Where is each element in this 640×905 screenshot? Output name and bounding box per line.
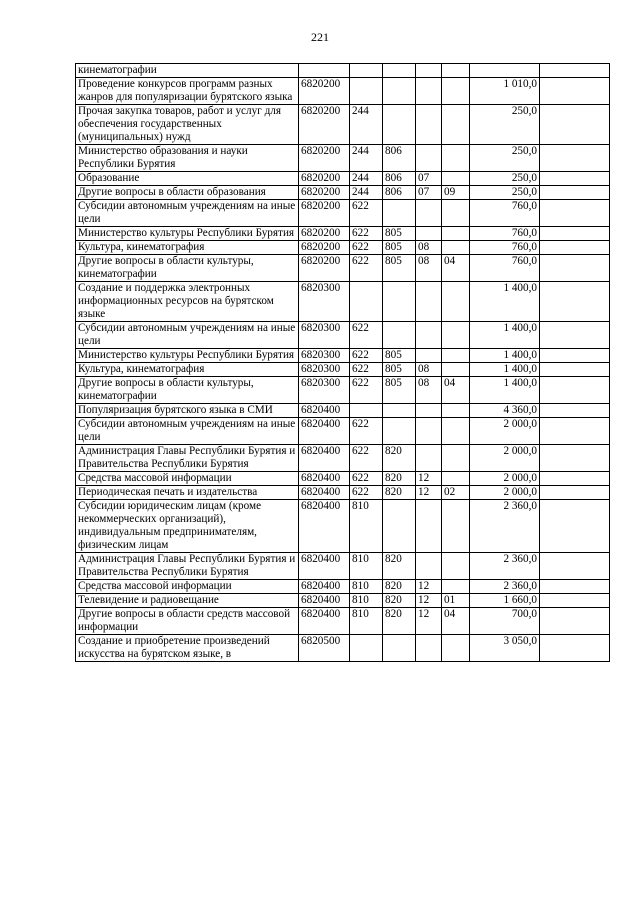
row-name: Администрация Главы Республики Бурятия и Правительства Республики Бурятия xyxy=(76,445,299,472)
target-code: 6820200 xyxy=(299,78,350,105)
row-name: Субсидии автономным учреждениям на иные цели xyxy=(76,322,299,349)
expense-type xyxy=(350,64,383,78)
target-code: 6820300 xyxy=(299,377,350,404)
subsection-code xyxy=(442,78,470,105)
subsection-code: 04 xyxy=(442,377,470,404)
ministry-code: 805 xyxy=(383,363,416,377)
target-code: 6820400 xyxy=(299,608,350,635)
section-code xyxy=(416,500,442,553)
section-code xyxy=(416,78,442,105)
section-code: 12 xyxy=(416,486,442,500)
subsection-code xyxy=(442,145,470,172)
subsection-code xyxy=(442,172,470,186)
ministry-code: 820 xyxy=(383,486,416,500)
target-code: 6820300 xyxy=(299,322,350,349)
empty-cell xyxy=(540,377,610,404)
amount: 760,0 xyxy=(470,200,540,227)
section-code xyxy=(416,227,442,241)
table-row xyxy=(76,64,610,78)
row-name: Средства массовой информации xyxy=(76,580,299,594)
expense-type xyxy=(350,282,383,322)
amount: 3 050,0 xyxy=(470,635,540,662)
empty-cell xyxy=(540,500,610,553)
empty-cell xyxy=(540,241,610,255)
expense-type: 244 xyxy=(350,172,383,186)
amount: 760,0 xyxy=(470,227,540,241)
expense-type: 810 xyxy=(350,500,383,553)
table-row xyxy=(76,553,610,580)
subsection-code xyxy=(442,553,470,580)
target-code: 6820400 xyxy=(299,500,350,553)
empty-cell xyxy=(540,553,610,580)
section-code: 08 xyxy=(416,241,442,255)
section-code xyxy=(416,404,442,418)
row-name: кинематографии xyxy=(76,64,299,78)
section-code xyxy=(416,445,442,472)
ministry-code: 806 xyxy=(383,145,416,172)
target-code: 6820400 xyxy=(299,486,350,500)
section-code: 12 xyxy=(416,472,442,486)
empty-cell xyxy=(540,64,610,78)
amount: 250,0 xyxy=(470,172,540,186)
target-code: 6820200 xyxy=(299,186,350,200)
empty-cell xyxy=(540,472,610,486)
ministry-code: 820 xyxy=(383,445,416,472)
table-row xyxy=(76,322,610,349)
ministry-code: 820 xyxy=(383,580,416,594)
amount: 1 400,0 xyxy=(470,363,540,377)
page-number: 221 xyxy=(311,30,329,44)
row-name: Субсидии автономным учреждениям на иные цели xyxy=(76,418,299,445)
row-name: Создание и поддержка электронных информационных ресурсов на бурятском языке xyxy=(76,282,299,322)
expense-type: 810 xyxy=(350,608,383,635)
amount: 2 360,0 xyxy=(470,553,540,580)
section-code: 12 xyxy=(416,594,442,608)
row-name: Создание и приобретение произведений искусства на бурятском языке, в xyxy=(76,635,299,662)
empty-cell xyxy=(540,78,610,105)
amount: 250,0 xyxy=(470,186,540,200)
target-code: 6820200 xyxy=(299,172,350,186)
amount xyxy=(470,64,540,78)
subsection-code xyxy=(442,282,470,322)
target-code: 6820400 xyxy=(299,594,350,608)
subsection-code xyxy=(442,363,470,377)
subsection-code xyxy=(442,472,470,486)
empty-cell xyxy=(540,282,610,322)
ministry-code: 820 xyxy=(383,608,416,635)
row-name: Периодическая печать и издательства xyxy=(76,486,299,500)
empty-cell xyxy=(540,322,610,349)
expense-type: 810 xyxy=(350,580,383,594)
ministry-code xyxy=(383,200,416,227)
expense-type: 622 xyxy=(350,363,383,377)
expense-type: 622 xyxy=(350,418,383,445)
expense-type: 622 xyxy=(350,255,383,282)
row-name: Образование xyxy=(76,172,299,186)
row-name: Культура, кинематография xyxy=(76,241,299,255)
empty-cell xyxy=(540,349,610,363)
section-code xyxy=(416,105,442,145)
table-row xyxy=(76,227,610,241)
section-code: 08 xyxy=(416,255,442,282)
target-code: 6820400 xyxy=(299,580,350,594)
subsection-code xyxy=(442,227,470,241)
target-code: 6820200 xyxy=(299,227,350,241)
row-name: Субсидии автономным учреждениям на иные цели xyxy=(76,200,299,227)
subsection-code xyxy=(442,445,470,472)
amount: 4 360,0 xyxy=(470,404,540,418)
ministry-code: 806 xyxy=(383,172,416,186)
row-name: Прочая закупка товаров, работ и услуг для обеспечения государственных (муниципальных) нужд xyxy=(76,105,299,145)
ministry-code xyxy=(383,78,416,105)
expense-type: 622 xyxy=(350,322,383,349)
amount: 2 000,0 xyxy=(470,445,540,472)
ministry-code xyxy=(383,282,416,322)
subsection-code: 09 xyxy=(442,186,470,200)
expense-type: 622 xyxy=(350,486,383,500)
empty-cell xyxy=(540,418,610,445)
table-row xyxy=(76,445,610,472)
amount: 1 400,0 xyxy=(470,322,540,349)
row-name: Проведение конкурсов программ разных жанров для популяризации бурятского языка xyxy=(76,78,299,105)
subsection-code xyxy=(442,105,470,145)
row-name: Телевидение и радиовещание xyxy=(76,594,299,608)
ministry-code xyxy=(383,635,416,662)
ministry-code: 805 xyxy=(383,349,416,363)
target-code: 6820200 xyxy=(299,145,350,172)
expense-type: 622 xyxy=(350,445,383,472)
expense-type: 244 xyxy=(350,105,383,145)
amount: 1 400,0 xyxy=(470,282,540,322)
ministry-code: 820 xyxy=(383,472,416,486)
expense-type: 622 xyxy=(350,200,383,227)
ministry-code xyxy=(383,64,416,78)
empty-cell xyxy=(540,255,610,282)
table-row xyxy=(76,608,610,635)
target-code: 6820200 xyxy=(299,241,350,255)
amount: 760,0 xyxy=(470,241,540,255)
row-name: Другие вопросы в области культуры, кинематографии xyxy=(76,255,299,282)
empty-cell xyxy=(540,486,610,500)
ministry-code xyxy=(383,322,416,349)
row-name: Средства массовой информации xyxy=(76,472,299,486)
section-code xyxy=(416,64,442,78)
ministry-code xyxy=(383,404,416,418)
amount: 2 000,0 xyxy=(470,418,540,445)
table-row xyxy=(76,377,610,404)
ministry-code: 805 xyxy=(383,255,416,282)
amount: 250,0 xyxy=(470,105,540,145)
expense-type xyxy=(350,404,383,418)
section-code xyxy=(416,200,442,227)
expense-type: 810 xyxy=(350,553,383,580)
section-code xyxy=(416,282,442,322)
section-code xyxy=(416,322,442,349)
ministry-code xyxy=(383,500,416,553)
empty-cell xyxy=(540,172,610,186)
ministry-code: 805 xyxy=(383,227,416,241)
target-code: 6820300 xyxy=(299,282,350,322)
empty-cell xyxy=(540,145,610,172)
expense-type: 810 xyxy=(350,594,383,608)
row-name: Администрация Главы Республики Бурятия и Правительства Республики Бурятия xyxy=(76,553,299,580)
amount: 1 400,0 xyxy=(470,377,540,404)
expense-type: 622 xyxy=(350,349,383,363)
table-row xyxy=(76,635,610,662)
subsection-code xyxy=(442,635,470,662)
amount: 2 000,0 xyxy=(470,472,540,486)
target-code: 6820400 xyxy=(299,404,350,418)
table-row xyxy=(76,500,610,553)
target-code: 6820200 xyxy=(299,200,350,227)
expense-type: 622 xyxy=(350,377,383,404)
section-code: 08 xyxy=(416,377,442,404)
expense-type: 622 xyxy=(350,227,383,241)
row-name: Субсидии юридическим лицам (кроме некоммерческих организаций), индивидуальным предпринимателям, физическим лицам xyxy=(76,500,299,553)
ministry-code: 820 xyxy=(383,594,416,608)
empty-cell xyxy=(540,200,610,227)
subsection-code xyxy=(442,200,470,227)
ministry-code: 805 xyxy=(383,241,416,255)
amount: 2 000,0 xyxy=(470,486,540,500)
target-code: 6820400 xyxy=(299,445,350,472)
row-name: Другие вопросы в области образования xyxy=(76,186,299,200)
expense-type: 244 xyxy=(350,186,383,200)
table-row xyxy=(76,363,610,377)
section-code xyxy=(416,145,442,172)
expense-type xyxy=(350,78,383,105)
target-code: 6820400 xyxy=(299,418,350,445)
empty-cell xyxy=(540,608,610,635)
expense-type xyxy=(350,635,383,662)
subsection-code xyxy=(442,404,470,418)
ministry-code xyxy=(383,105,416,145)
subsection-code xyxy=(442,241,470,255)
empty-cell xyxy=(540,363,610,377)
table-row xyxy=(76,472,610,486)
table-row xyxy=(76,78,610,105)
amount: 1 010,0 xyxy=(470,78,540,105)
amount: 700,0 xyxy=(470,608,540,635)
section-code xyxy=(416,418,442,445)
subsection-code xyxy=(442,64,470,78)
empty-cell xyxy=(540,186,610,200)
budget-table xyxy=(75,63,610,662)
ministry-code: 820 xyxy=(383,553,416,580)
row-name: Популяризация бурятского языка в СМИ xyxy=(76,404,299,418)
section-code xyxy=(416,635,442,662)
table-row xyxy=(76,594,610,608)
row-name: Другие вопросы в области средств массовой информации xyxy=(76,608,299,635)
table-row xyxy=(76,418,610,445)
section-code xyxy=(416,349,442,363)
subsection-code: 02 xyxy=(442,486,470,500)
table-row xyxy=(76,200,610,227)
subsection-code: 01 xyxy=(442,594,470,608)
section-code: 12 xyxy=(416,608,442,635)
target-code: 6820400 xyxy=(299,553,350,580)
table-row xyxy=(76,349,610,363)
row-name: Министерство образования и науки Республики Бурятия xyxy=(76,145,299,172)
row-name: Министерство культуры Республики Бурятия xyxy=(76,227,299,241)
subsection-code xyxy=(442,500,470,553)
table-row xyxy=(76,255,610,282)
amount: 1 660,0 xyxy=(470,594,540,608)
empty-cell xyxy=(540,594,610,608)
ministry-code: 805 xyxy=(383,377,416,404)
amount: 250,0 xyxy=(470,145,540,172)
table-row xyxy=(76,282,610,322)
table-row xyxy=(76,105,610,145)
section-code: 12 xyxy=(416,580,442,594)
table-row xyxy=(76,172,610,186)
row-name: Культура, кинематография xyxy=(76,363,299,377)
table-row xyxy=(76,145,610,172)
target-code: 6820200 xyxy=(299,255,350,282)
ministry-code: 806 xyxy=(383,186,416,200)
empty-cell xyxy=(540,635,610,662)
target-code: 6820500 xyxy=(299,635,350,662)
section-code xyxy=(416,553,442,580)
amount: 760,0 xyxy=(470,255,540,282)
empty-cell xyxy=(540,445,610,472)
section-code: 08 xyxy=(416,363,442,377)
table-row xyxy=(76,186,610,200)
empty-cell xyxy=(540,404,610,418)
target-code: 6820400 xyxy=(299,472,350,486)
subsection-code xyxy=(442,322,470,349)
subsection-code: 04 xyxy=(442,255,470,282)
target-code: 6820300 xyxy=(299,363,350,377)
amount: 2 360,0 xyxy=(470,580,540,594)
section-code: 07 xyxy=(416,172,442,186)
row-name: Другие вопросы в области культуры, кинематографии xyxy=(76,377,299,404)
table-row xyxy=(76,404,610,418)
expense-type: 622 xyxy=(350,472,383,486)
empty-cell xyxy=(540,580,610,594)
section-code: 07 xyxy=(416,186,442,200)
target-code xyxy=(299,64,350,78)
target-code: 6820200 xyxy=(299,105,350,145)
amount: 1 400,0 xyxy=(470,349,540,363)
ministry-code xyxy=(383,418,416,445)
target-code: 6820300 xyxy=(299,349,350,363)
row-name: Министерство культуры Республики Бурятия xyxy=(76,349,299,363)
subsection-code xyxy=(442,349,470,363)
empty-cell xyxy=(540,227,610,241)
table-row xyxy=(76,486,610,500)
subsection-code xyxy=(442,580,470,594)
table-row xyxy=(76,580,610,594)
table-row xyxy=(76,241,610,255)
expense-type: 622 xyxy=(350,241,383,255)
empty-cell xyxy=(540,105,610,145)
subsection-code: 04 xyxy=(442,608,470,635)
amount: 2 360,0 xyxy=(470,500,540,553)
subsection-code xyxy=(442,418,470,445)
expense-type: 244 xyxy=(350,145,383,172)
